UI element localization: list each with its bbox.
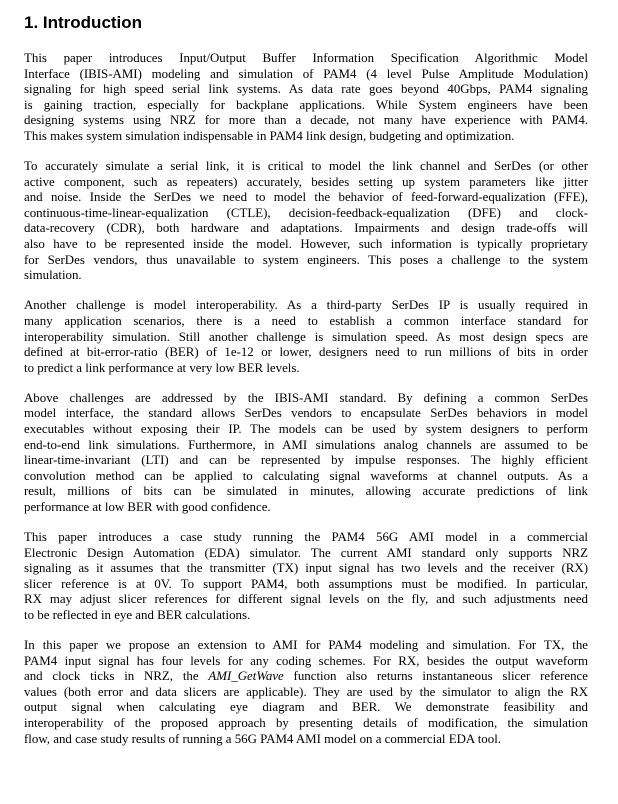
paragraph-2 — [24, 159, 588, 284]
paragraph-line: flow, and case study results of running a 56G PAM4 AMI model on a commercial EDA tool. — [24, 731, 502, 746]
paragraph-line: defined at bit-error-ratio (BER) of 1e-12 or lower, designers need to run millions of bits in order — [24, 345, 588, 360]
paragraph-line: This makes system simulation indispensable in PAM4 link design, budgeting and optimization. — [24, 128, 515, 143]
line-suffix: function also returns instantaneous slicer reference — [283, 669, 588, 684]
paragraph-line: and noise. Inside the SerDes we need to model the behavior of feed-forward-equalization (FFE), — [24, 190, 588, 205]
paragraph-3 — [24, 298, 588, 376]
paragraph-line: many application scenarios, there is a need to establish a common interface standard for — [24, 313, 588, 328]
paragraph-line: executables without exposing their IP. The models can be used by system designers to perform — [24, 421, 588, 436]
paragraph-line: active component, such as repeaters) accurately, besides setting up system parameters like jitter — [24, 174, 588, 189]
paragraph-line: slicer reference is at 0V. To support PAM4, both assumptions must be modified. In particular, — [24, 576, 588, 591]
paragraph-line: performance at low BER with good confidence. — [24, 499, 271, 514]
paragraph-line: signaling as it assumes that the transmitter (TX) input signal has two levels and the receiver (RX) — [24, 561, 588, 576]
paragraph-line: Interface (IBIS-AMI) modeling and simulation of PAM4 (4 level Pulse Amplitude Modulation) — [24, 66, 588, 81]
paragraph-line: data-recovery (CDR), both hardware and adaptations. Impairments and design trade-offs will — [24, 221, 588, 236]
paragraph-line: PAM4 input signal has four levels for any coding schemes. For RX, besides the output waveform — [24, 653, 588, 668]
paragraph-line: linear-time-invariant (LTI) and can be represented by impulse responses. The highly efficient — [24, 453, 588, 468]
paragraph-line: output signal when calculating eye diagram and BER. We demonstrate feasibility and — [24, 700, 588, 715]
paragraph-line: This paper introduces a case study running the PAM4 56G AMI model in a commercial — [24, 530, 588, 545]
paragraph-line: continuous-time-linear-equalization (CTLE), decision-feedback-equalization (DFE) and clock- — [24, 205, 588, 220]
paragraph-line: convolution method can be applied to calculating signal waveforms at channel outputs. As a — [24, 468, 588, 483]
paragraph-4 — [24, 391, 588, 516]
paper-page — [24, 12, 588, 762]
paragraph-line: for SerDes vendors, thus unavailable to system engineers. This poses a challenge to the system — [24, 252, 588, 267]
paragraph-line: interoperability of the proposed approach by presenting details of modification, the simulation — [24, 716, 588, 731]
paragraph-line: interoperability simulation. Still another challenge is simulation speed. As most design specs are — [24, 329, 588, 344]
line-prefix: and clock ticks in NRZ, the — [24, 669, 209, 684]
paragraph-1 — [24, 51, 588, 145]
paragraph-line: Another challenge is model interoperability. As a third-party SerDes IP is usually required in — [24, 298, 588, 313]
paragraph-line: Electronic Design Automation (EDA) simulator. The current AMI standard only supports NRZ — [24, 545, 588, 560]
paragraph-6 — [24, 638, 588, 747]
paragraph-line: Above challenges are addressed by the IBIS-AMI standard. By defining a common SerDes — [24, 390, 588, 405]
paragraph-line: result, millions of bits can be simulated in minutes, allowing accurate predictions of link — [24, 484, 588, 499]
paragraph-line: signaling for high speed serial link systems. As data rate goes beyond 40Gbps, PAM4 signaling — [24, 82, 588, 97]
paragraph-line: RX may adjust slicer references for different signal levels on the fly, and such adjustments need — [24, 592, 588, 607]
paragraph-line: to predict a link performance at very low BER levels. — [24, 360, 300, 375]
paragraph-line: model interface, the standard allows SerDes vendors to encapsulate SerDes behaviors in model — [24, 406, 588, 421]
paragraph-line: also have to be represented inside the model. However, such information is typically proprietary — [24, 237, 588, 252]
paragraph-line: end-to-end link simulations. Furthermore, in AMI simulations analog channels are assumed to be — [24, 437, 588, 452]
paragraph-line: values (both error and data slicers are applicable). They are used by the simulator to align the RX — [24, 684, 588, 699]
function-name: AMI_GetWave — [208, 669, 284, 684]
section-heading: 1. Introduction — [24, 13, 143, 32]
paragraph-line: This paper introduces Input/Output Buffer Information Specification Algorithmic Model — [24, 51, 588, 65]
paragraph-line: To accurately simulate a serial link, it is critical to model the link channel and SerDes (or other — [24, 159, 588, 174]
paragraph-5 — [24, 530, 588, 624]
paragraph-line: In this paper we propose an extension to AMI for PAM4 modeling and simulation. For TX, the — [24, 638, 588, 653]
paragraph-line: designing systems using NRZ for more than a decade, not many have experience with PAM4. — [24, 113, 588, 128]
paragraph-line: is gaining traction, especially for backplane applications. While System engineers have been — [24, 97, 588, 112]
paragraph-line-with-italic — [24, 669, 588, 685]
paragraph-line: simulation. — [24, 268, 82, 283]
paragraph-line: to be reflected in eye and BER calculations. — [24, 608, 251, 622]
